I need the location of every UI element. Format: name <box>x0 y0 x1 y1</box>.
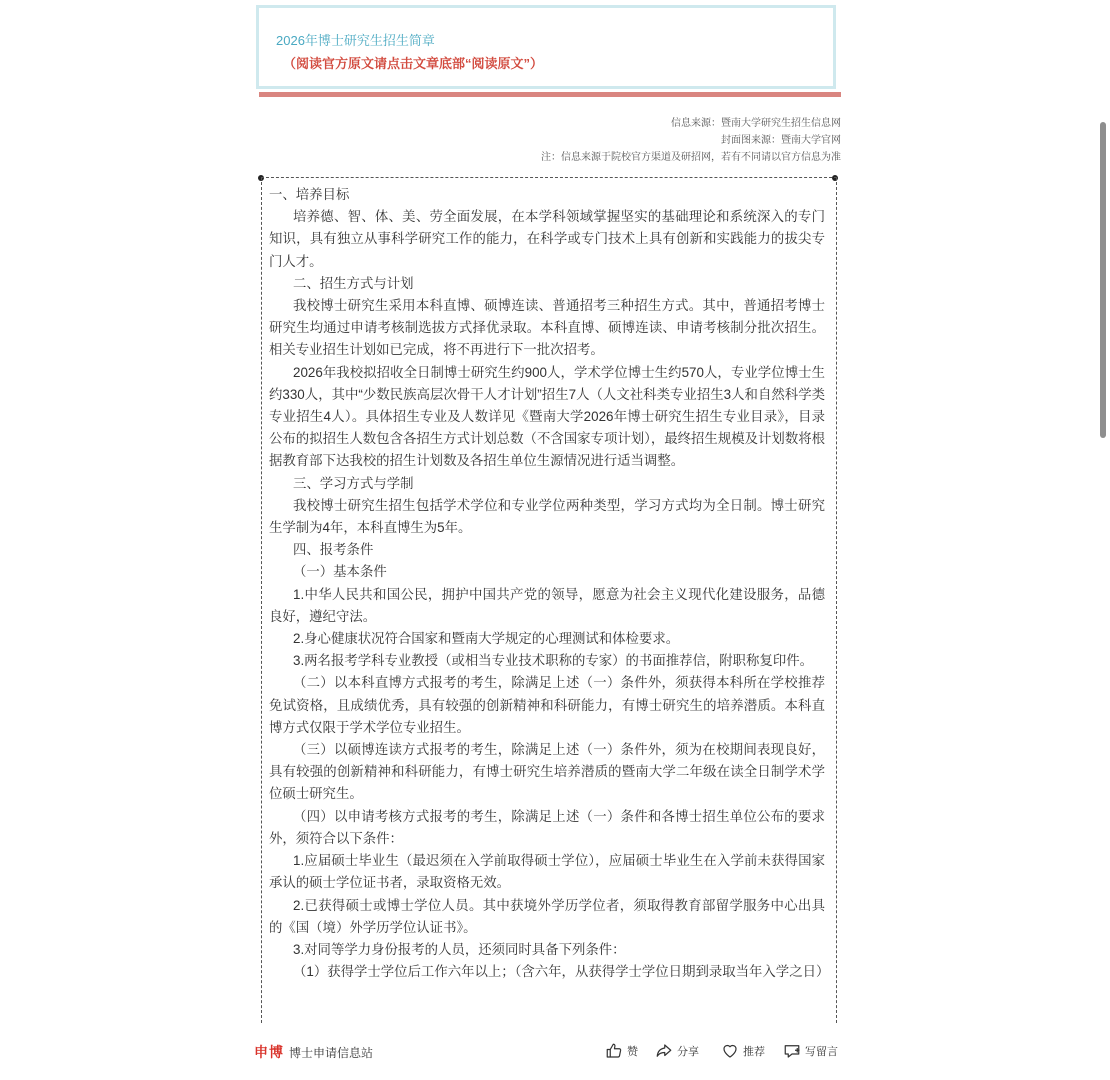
paragraph: 我校博士研究生采用本科直博、硕博连读、普通招考三种招生方式。其中，普通招考博士研究生均通过申请考核制选拔方式择优录取。本科直博、硕博连读、申请考核制分批次招生。相关专业招生计划如已完成，将不再进行下一批次招考。 <box>269 298 825 358</box>
paragraph: 2026年我校拟招收全日制博士研究生约900人，学术学位博士生约570人，专业学位博士生约330人，其中“少数民族高层次骨干人才计划”招生7人（人文社科类专业招生3人和自然科学类专业招生4人）。具体招生专业及人数详见《暨南大学2026年博士研究生招生专业目录》，目录公布的拟招生人数包含各招生方式计划总数（不含国家专项计划），最终招生规模及计划数将根据教育部下达我校的招生计划数及各招生单位生源情况进行适当调整。 <box>269 364 825 469</box>
paragraph: 我校博士研究生招生包括学术学位和专业学位两种类型，学习方式均为全日制。博士研究生学制为4年，本科直博生为5年。 <box>269 497 825 536</box>
cover-source-line: 封面图来源：暨南大学官网 <box>721 135 841 146</box>
comment-button[interactable] <box>783 1041 838 1061</box>
bottom-bar <box>0 1024 1110 1080</box>
source-line: 信息来源：暨南大学研究生招生信息网 <box>671 118 841 129</box>
paragraph: 3.对同等学力身份报考的人员，还须同时具备下列条件： <box>293 941 626 957</box>
note-line: 注：信息来源于院校官方渠道及研招网，若有不同请以官方信息为准 <box>541 152 841 163</box>
source-info <box>541 115 841 166</box>
paragraph: 培养德、智、体、美、劳全面发展，在本学科领域掌握坚实的基础理论和系统深入的专门知识，具有独立从事科学研究工作的能力，在科学或专门技术上具有创新和实践能力的拔尖专门人才。 <box>269 209 825 269</box>
paragraph: （1）获得学士学位后工作六年以上；（含六年，从获得学士学位日期到录取当年入学之日） <box>293 964 830 980</box>
subsection-heading: （一）基本条件 <box>293 564 387 580</box>
section-heading: 四、报考条件 <box>293 542 374 558</box>
comment-label: 写留言 <box>805 1046 838 1058</box>
article-subtitle: （阅读官方原文请点击文章底部“阅读原文”） <box>283 56 544 71</box>
comment-plus-icon <box>783 1042 801 1060</box>
paragraph: （二）以本科直博方式报考的考生，除满足上述（一）条件外，须获得本科所在学校推荐免试资格，且成绩优秀，具有较强的创新精神和科研能力，有博士研究生的培养潜质。本科直博方式仅限于学术学位专业招生。 <box>269 675 825 735</box>
title-card <box>256 5 836 89</box>
recommend-label: 推荐 <box>743 1046 765 1058</box>
paragraph: 3.两名报考学科专业教授（或相当专业技术职称的专家）的书面推荐信，附职称复印件。 <box>293 653 814 669</box>
account-name[interactable]: 博士申请信息站 <box>289 1046 374 1060</box>
heart-icon <box>721 1042 739 1060</box>
title-underline <box>259 92 841 97</box>
paragraph: （三）以硕博连读方式报考的考生，除满足上述（一）条件外，须为在校期间表现良好，具有较强的创新精神和科研能力，有博士研究生培养潜质的暨南大学二年级在读全日制学术学位硕士研究生。 <box>269 742 825 802</box>
share-label: 分享 <box>677 1046 699 1058</box>
paragraph: （四）以申请考核方式报考的考生，除满足上述（一）条件和各博士招生单位公布的要求外，须符合以下条件： <box>269 808 825 846</box>
paragraph: 1.中华人民共和国公民，拥护中国共产党的领导，愿意为社会主义现代化建设服务，品德良好，遵纪守法。 <box>269 586 825 624</box>
paragraph: 2.身心健康状况符合国家和暨南大学规定的心理测试和体检要求。 <box>293 631 680 647</box>
article-body <box>269 184 830 983</box>
section-heading: 二、招生方式与计划 <box>293 275 414 291</box>
scrollbar[interactable] <box>1098 0 1108 1080</box>
like-label: 赞 <box>627 1046 638 1058</box>
scrollbar-thumb[interactable] <box>1100 122 1106 438</box>
recommend-button[interactable] <box>721 1041 765 1061</box>
account-logo[interactable]: 申博 <box>254 1044 284 1060</box>
paragraph: 1.应届硕士毕业生（最迟须在入学前取得硕士学位），应届硕士毕业生在入学前未获得国家承认的硕士学位证书者，录取资格无效。 <box>269 853 825 891</box>
share-arrow-icon <box>655 1042 673 1060</box>
thumbs-up-icon <box>605 1042 623 1060</box>
paragraph: 2.已获得硕士或博士学位人员。其中获境外学历学位者，须取得教育部留学服务中心出具的《国（境）外学历学位认证书》。 <box>269 897 825 935</box>
section-heading: 三、学习方式与学制 <box>293 475 414 491</box>
article-title: 2026年博士研究生招生简章 <box>276 33 435 48</box>
section-heading: 一、培养目标 <box>269 187 350 202</box>
like-button[interactable] <box>605 1041 638 1061</box>
share-button[interactable] <box>655 1041 699 1061</box>
